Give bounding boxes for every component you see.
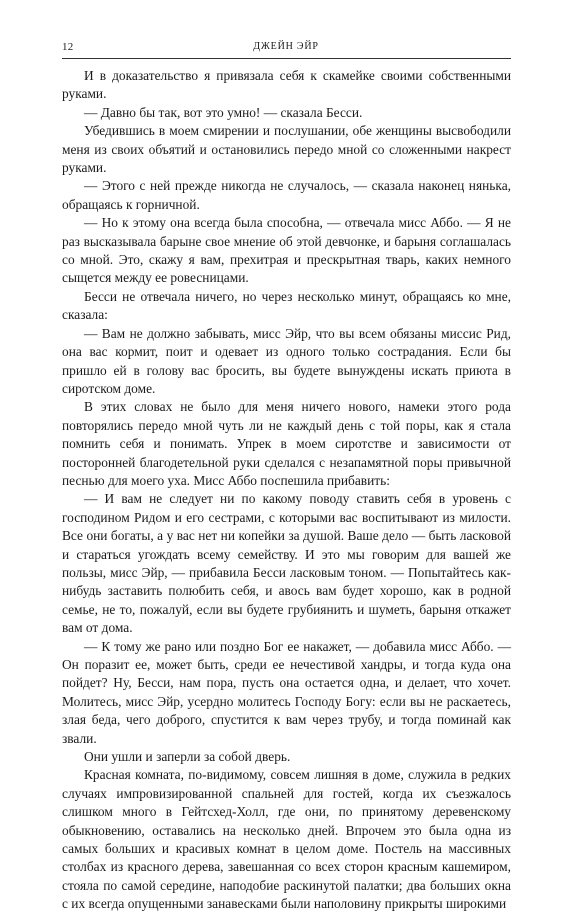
paragraph: В этих словах не было для меня ничего нового, намеки этого рода повторялись передо мной чуть ли не каждый день с той поры, как я стала помнить себя и понимать. Упрек в моем сиротстве и зависимости от посторонней благодетельной руки сделался с незапамятной поры привычной песнью для моего уха. Мисс Аббо поспешила прибавить: <box>62 399 511 488</box>
paragraph: Убедившись в моем смирении и послушании, обе женщины высвободили меня из своих объятий и остановились передо мной со сложенными накрест руками. <box>62 123 511 176</box>
page-number: 12 <box>62 41 74 53</box>
paragraph: И в доказательство я привязала себя к скамейке своими собственными руками. <box>62 68 511 102</box>
paragraph: — Давно бы так, вот это умно! — сказала Бесси. <box>84 104 363 120</box>
paragraph: — И вам не следует ни по какому поводу ставить себя в уровень с господином Ридом и его сестрами, с которыми вас воспитывают из милости. Все они богаты, а у вас нет ни копейки за душой. Ваше дело — быть ласковой и стараться угождать всему семейству. И это мы говорим для вашей же пользы, мисс Эйр, — прибавила Бесси ласковым тоном. — Попытайтесь как-нибудь заставить полюбить себя, и авось вам будет хорошо, как в родной семье, не то, пожалуй, если вы будете грубиянить и шуметь, барыня откажет вам от дома. <box>62 491 511 636</box>
header-rule <box>62 58 511 59</box>
paragraph: — Этого с ней прежде никогда не случалось, — сказала наконец нянька, обращаясь к горничной. <box>62 178 511 212</box>
page-header <box>62 41 510 56</box>
paragraph: — К тому же рано или поздно Бог ее накажет, — добавила мисс Аббо. — Он поразит ее, может быть, среди ее нечестивой хандры, и тогда куда она пойдет? Ну, Бесси, нам пора, пусть она остается одна, и делает, что хочет. Молитесь, мисс Эйр, усердно молитесь Господу Богу: если вы не раскаетесь, злая беда, чего доброго, спустится к вам через трубу, и тогда поминай как звали. <box>62 638 511 746</box>
paragraph: — Но к этому она всегда была способна, — отвечала мисс Аббо. — Я не раз высказывала барыне свое мнение об этой девчонке, и барыня соглашалась со мной. Это, скажу я вам, прехитрая и прескрытная тварь, каких немного сыщется между ее ровесницами. <box>62 215 511 286</box>
paragraph: Они ушли и заперли за собой дверь. <box>84 749 291 765</box>
running-title: ДЖЕЙН ЭЙР <box>253 41 319 52</box>
body-text <box>62 67 511 914</box>
paragraph: — Вам не должно забывать, мисс Эйр, что вы всем обязаны миссис Рид, она вас кормит, поит и одевает из одного только сострадания. Если бы пришло ей в голову вас бросить, вы будете вынуждены искать приюта в сиротском доме. <box>62 325 511 396</box>
paragraph: Красная комната, по-видимому, совсем лишняя в доме, служила в редких случаях импровизированной спальней для гостей, когда их съезжалось слишком много в Гейтсхед-Холл, где они, по принятому деревенскому обыкновению, оставались на несколько дней. Впрочем это была одна из самых больших и красивых комнат в целом доме. Постель на массивных столбах из красного дерева, завешанная со всех сторон красным кашемиром, стояла по самой середине, наподобие раскинутой палатки; два больших окна с их всегда опущенными занавесками были наполовину прикрыты широкими <box>62 767 511 912</box>
paragraph: Бесси не отвечала ничего, но через несколько минут, обращаясь ко мне, сказала: <box>62 288 511 323</box>
